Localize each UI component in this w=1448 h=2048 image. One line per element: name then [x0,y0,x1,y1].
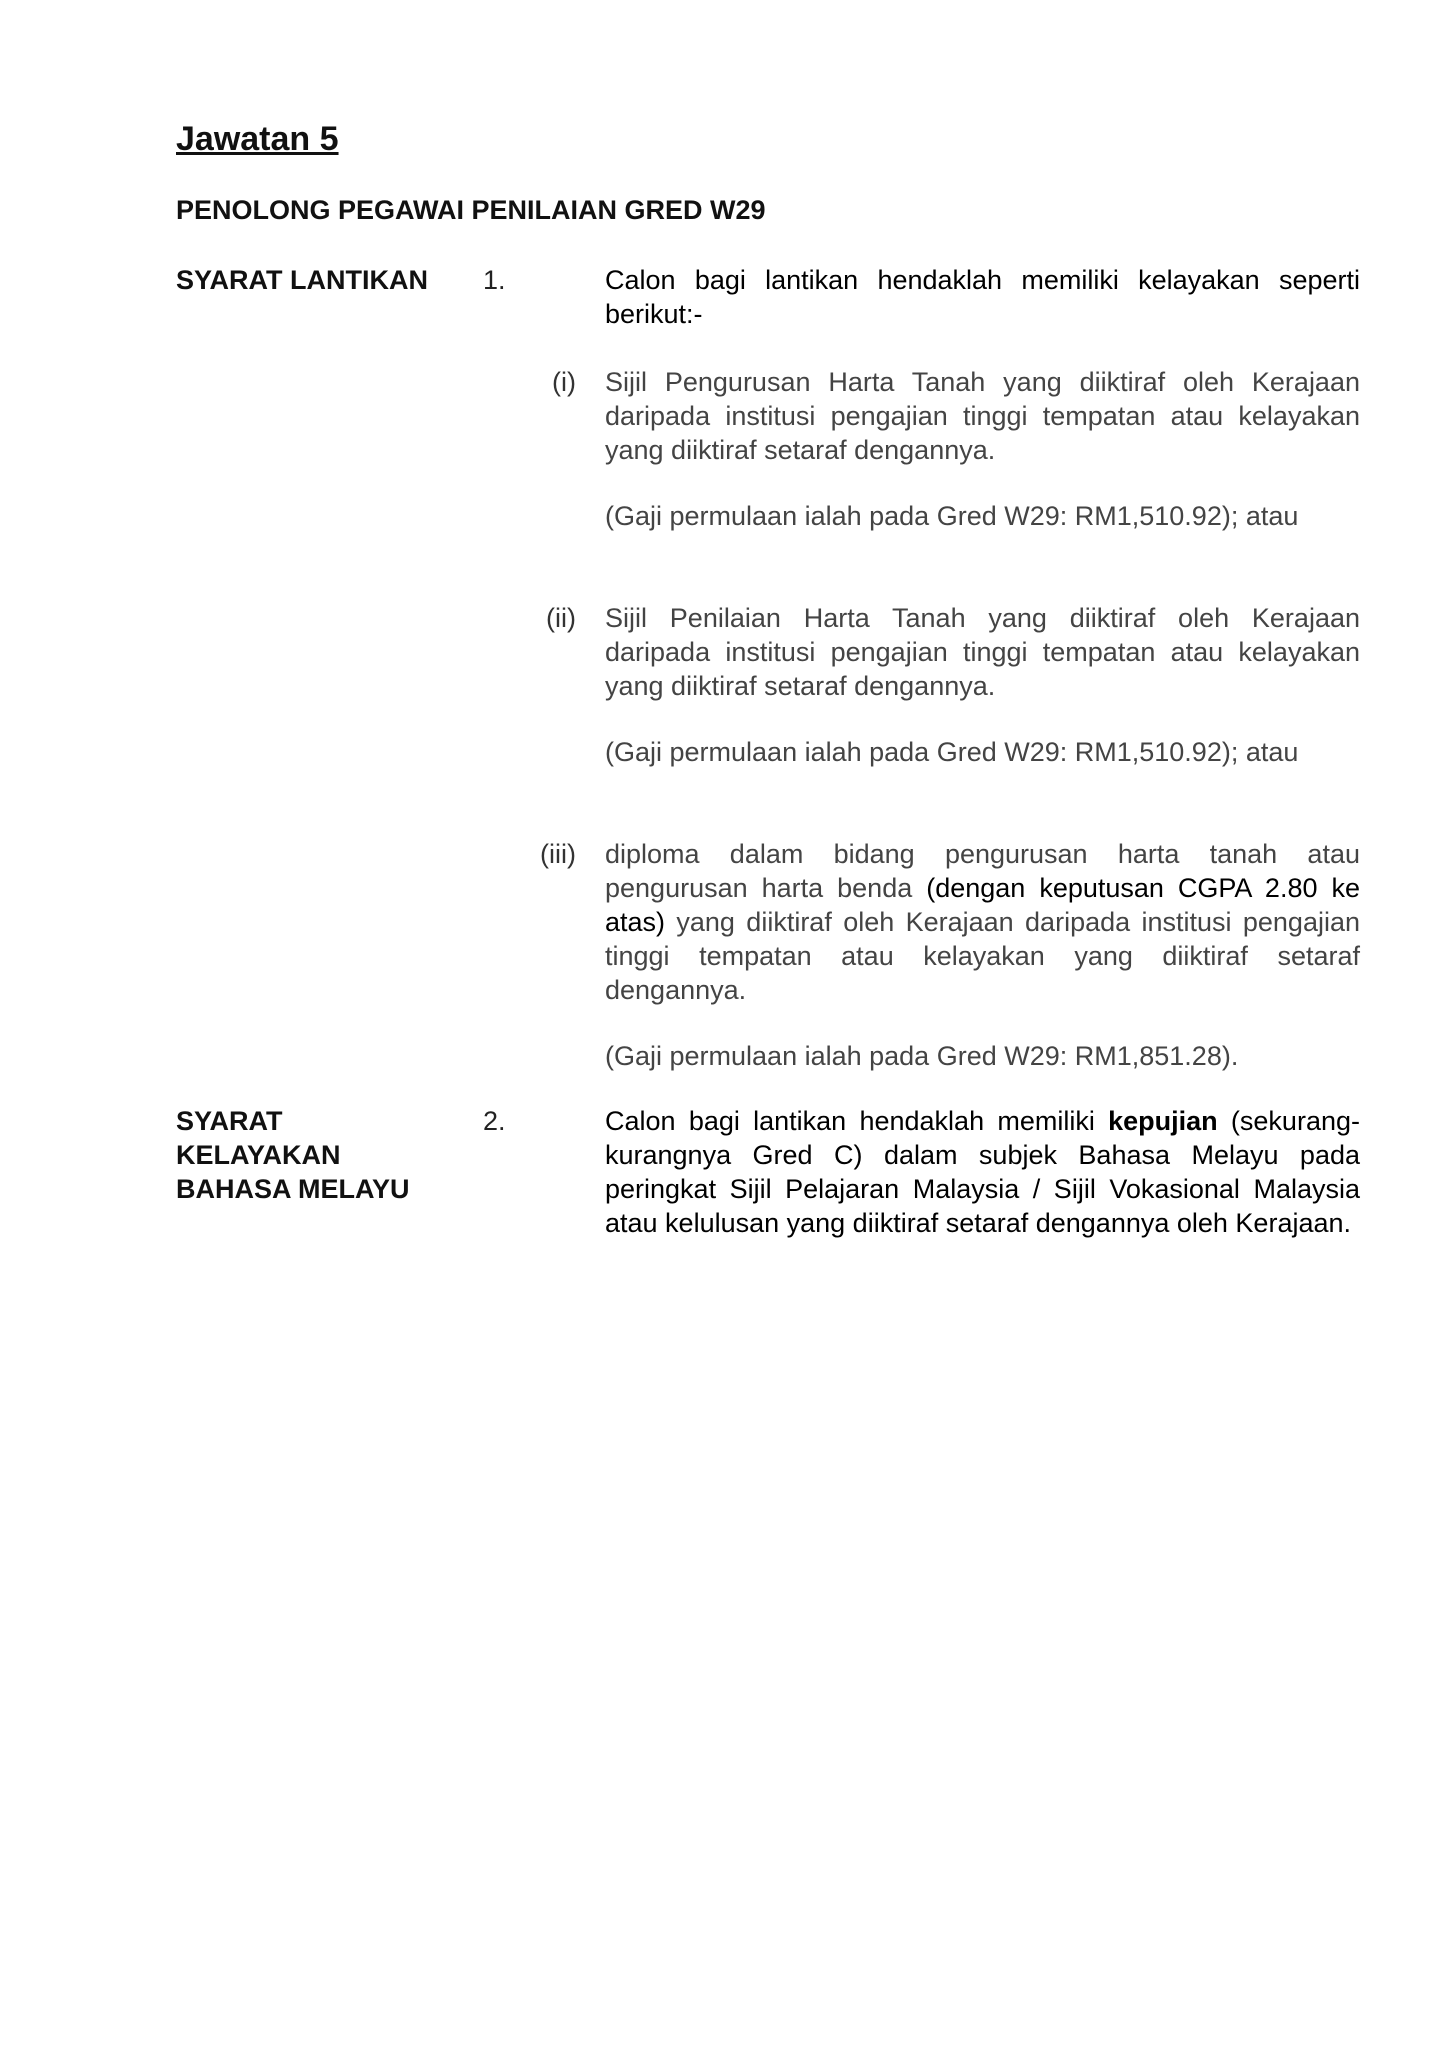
section-number-2: 2. [483,1106,506,1136]
section-2-text [605,1104,1360,1240]
position-subtitle: PENOLONG PEGAWAI PENILAIAN GRED W29 [176,195,766,225]
item-ii-salary: (Gaji permulaan ialah pada Gred W29: RM1,510.92); atau [605,737,1299,767]
item-i-text: Sijil Pengurusan Harta Tanah yang diiktiraf oleh Kerajaan daripada institusi pengajian tinggi tempatan atau kelayakan yang diiktiraf setaraf dengannya. [605,367,1360,465]
item-iii-salary: (Gaji permulaan ialah pada Gred W29: RM1,851.28). [605,1041,1239,1071]
document-title: Jawatan 5 [176,120,339,158]
section-label-line: BAHASA MELAYU [176,1174,410,1204]
item-i-salary: (Gaji permulaan ialah pada Gred W29: RM1,510.92); atau [605,501,1299,531]
section-1-intro: Calon bagi lantikan hendaklah memiliki kelayakan seperti berikut:- [605,265,1360,329]
item-iii-cgpa: (dengan keputusan CGPA 2.80 ke atas) [605,873,1360,937]
item-iii-text-c: yang diiktiraf oleh Kerajaan daripada institusi pengajian tinggi tempatan atau kelayakan yang diiktiraf setaraf dengannya. [605,907,1360,1005]
section-number-1: 1. [483,265,506,295]
item-iii-text [605,837,1360,1007]
section-2-text-a: Calon bagi lantikan hendaklah memiliki [605,1106,1109,1136]
item-iii-text-a: diploma dalam bidang pengurusan harta tanah atau pengurusan harta benda [605,839,1360,903]
section-2-kepujian: kepujian [1108,1106,1218,1136]
item-marker-iii: (iii) [540,839,576,869]
section-label-line: SYARAT [176,1106,283,1136]
section-label-line: KELAYAKAN [176,1140,341,1170]
item-marker-i: (i) [552,367,576,397]
section-label-syarat-bahasa [176,1104,476,1206]
section-2-text-b: (sekurang-kurangnya Gred C) dalam subjek Bahasa Melayu pada peringkat Sijil Pelajaran Malaysia / Sijil Vokasional Malaysia atau kelulusan yang diiktiraf setaraf dengannya oleh Kerajaan. [605,1106,1360,1238]
item-ii-text: Sijil Penilaian Harta Tanah yang diiktiraf oleh Kerajaan daripada institusi pengajian tinggi tempatan atau kelayakan yang diiktiraf setaraf dengannya. [605,603,1360,701]
item-marker-ii: (ii) [546,603,576,633]
section-label-syarat-lantikan: SYARAT LANTIKAN [176,265,429,295]
